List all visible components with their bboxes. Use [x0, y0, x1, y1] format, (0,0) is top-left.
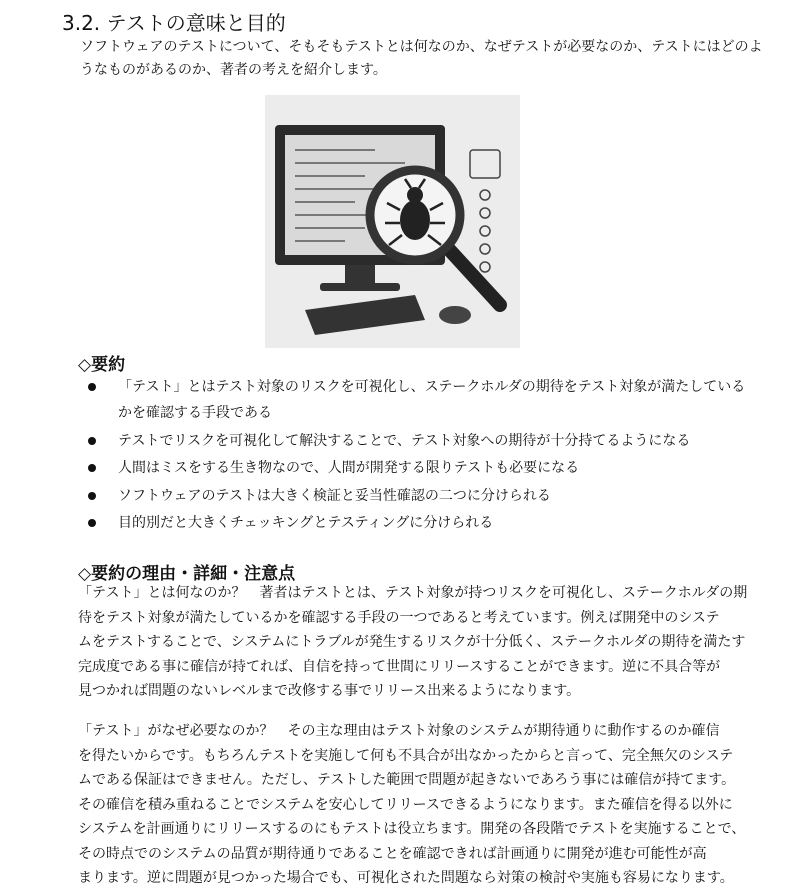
paragraph-line: を得たいからです。もちろんテストを実施して何も不具合が出なかったからと言って、完全無欠のシステ — [78, 747, 734, 764]
paragraph-line: 完成度である事に確信が持てれば、自信を持って世間にリリースすることができます。逆に不具合等が — [78, 658, 721, 675]
list-item-text: テストでリスクを可視化して解決することで、テスト対象への期待が十分持てるようになる — [118, 432, 691, 449]
paragraph-line: その確信を積み重ねることでシステムを安心してリリースできるようになります。また確信を得る以外に — [78, 796, 733, 813]
details-paragraph-2 — [78, 719, 745, 891]
paragraph-line: ムをテストすることで、システムにトラブルが発生するリスクが十分低く、ステークホルダの期待を満たす — [78, 634, 746, 650]
list-item-text: かを確認する手段である — [118, 405, 272, 421]
intro-line: うなものがあるのか、著者の考えを紹介します。 — [80, 62, 387, 78]
paragraph-line: 「テスト」とは何なのか？ 著者はテストとは、テスト対象が持つリスクを可視化し、ステークホルダの期 — [78, 585, 748, 601]
paragraph-line: ムである保証はできません。ただし、テストした範囲で問題が起きないであろう事には確信が持てます。 — [78, 772, 736, 788]
intro-line: ソフトウェアのテストについて、そもそもテストとは何なのか、なぜテストが必要なのか、テストにはどのよ — [80, 39, 763, 55]
intro-paragraph — [80, 36, 763, 82]
summary-heading: ◇要約 — [78, 355, 126, 375]
paragraph-line: システムを計画通りにリリースするのにもテストは役立ちます。開発の各段階でテストを実施することで、 — [78, 821, 746, 837]
paragraph-line: 見つかれば問題のないレベルまで改修する事でリリース出来るようになります。 — [78, 683, 581, 699]
details-paragraph-1 — [78, 581, 747, 704]
list-item — [88, 374, 745, 426]
keyboard-icon — [305, 295, 425, 335]
section-title: 3.2. テストの意味と目的 — [62, 11, 286, 35]
list-item-text: 目的別だと大きくチェッキングとテスティングに分けられる — [118, 515, 494, 531]
list-item — [88, 455, 745, 481]
testing-illustration — [265, 95, 520, 348]
list-item-text: ソフトウェアのテストは大きく検証と妥当性確認の二つに分けられる — [118, 487, 551, 504]
flowchart-icon — [470, 150, 500, 272]
list-item — [88, 428, 745, 454]
list-item-text: 「テスト」とはテスト対象のリスクを可視化し、ステークホルダの期待をテスト対象が満たしている — [118, 379, 746, 395]
bullet-icon — [88, 437, 96, 445]
summary-list — [88, 374, 745, 538]
list-item-text: 人間はミスをする生き物なので、人間が開発する限りテストも必要になる — [118, 460, 580, 476]
mouse-icon — [439, 306, 471, 324]
bullet-icon — [88, 464, 96, 472]
list-item — [88, 510, 745, 536]
list-item — [88, 483, 745, 509]
details-heading: ◇要約の理由・詳細・注意点 — [78, 564, 296, 584]
paragraph-line: その時点でのシステムの品質が期待通りであることを確認できれば計画通りに開発が進む可能性が高 — [78, 845, 707, 862]
paragraph-line: まります。逆に問題が見つかった場合でも、可視化された問題なら対策の検討や実施も容易になります。 — [78, 870, 734, 886]
paragraph-line: 待をテスト対象が満たしているかを確認する手段の一つであると考えています。例えば開発中のシステ — [78, 609, 720, 626]
bullet-icon — [88, 519, 96, 527]
bullet-icon — [88, 492, 96, 500]
bullet-icon — [88, 383, 96, 391]
paragraph-line: 「テスト」がなぜ必要なのか？ その主な理由はテスト対象のシステムが期待通りに動作するのか確信 — [78, 723, 720, 739]
